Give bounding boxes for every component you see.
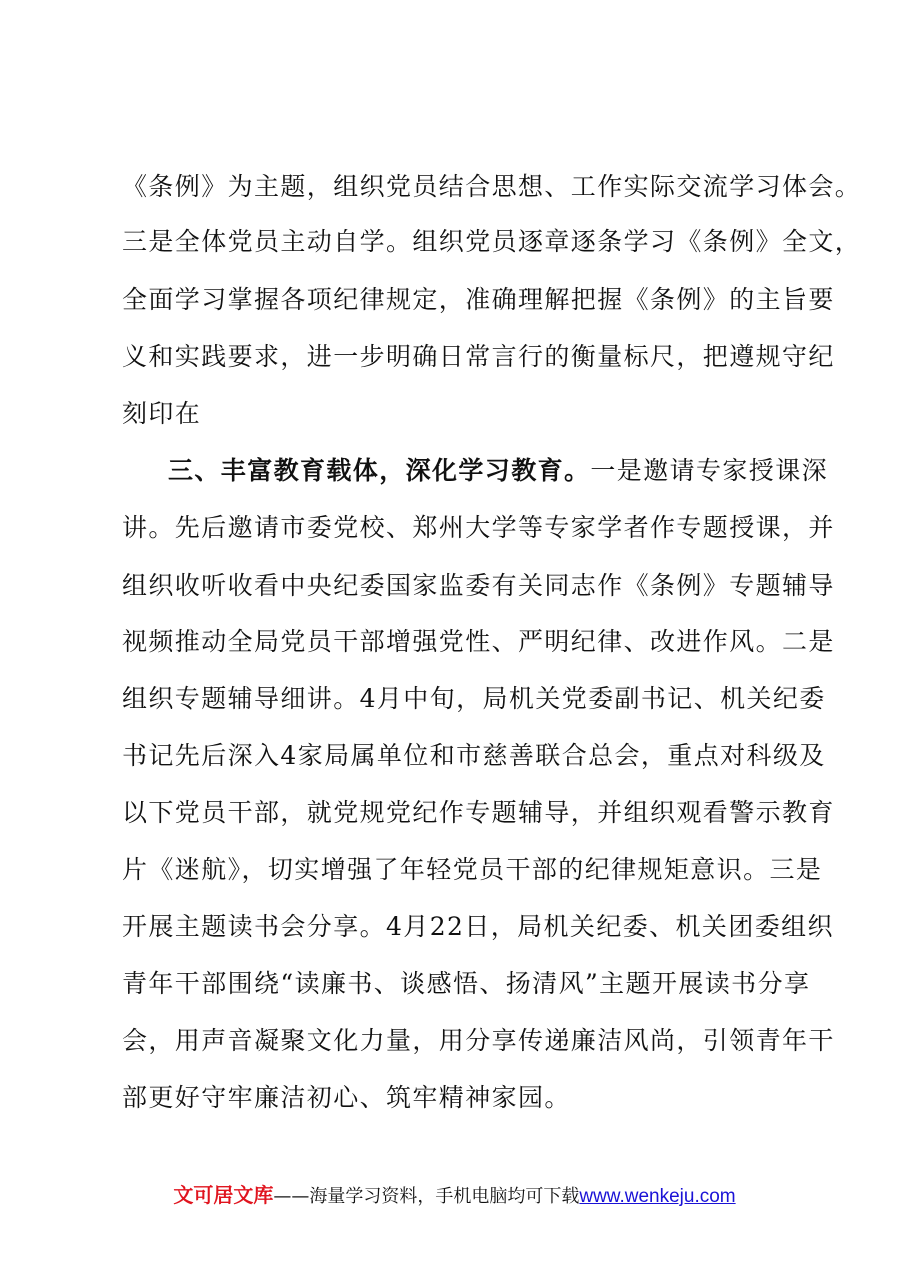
page-footer (0, 1182, 909, 1210)
body-line: 组织专题辅导细讲。4月中旬，局机关党委副书记、机关纪委 (122, 684, 826, 713)
body-line: 以下党员干部，就党规党纪作专题辅导，并组织观看警示教育 (122, 798, 835, 827)
body-line: 《条例》为主题，组织党员结合思想、工作实际交流学习体会。 (122, 172, 862, 201)
body-line: 组织收听收看中央纪委国家监委有关同志作《条例》专题辅导 (122, 571, 835, 600)
body-line: 义和实践要求，进一步明确日常言行的衡量标尺，把遵规守纪 (122, 342, 835, 371)
body-line: 部更好守牢廉洁初心、筑牢精神家园。 (122, 1083, 571, 1112)
footer-website-link[interactable]: www.wenkeju.com (579, 1186, 736, 1207)
body-line: 会，用声音凝聚文化力量，用分享传递廉洁风尚，引领青年干 (122, 1026, 835, 1055)
body-line: 刻印在 (122, 399, 202, 428)
body-line: 青年干部围绕“读廉书、谈感悟、扬清风”主题开展读书分享 (122, 969, 811, 998)
footer-tagline: ——海量学习资料，手机电脑均可下载 (273, 1186, 580, 1207)
body-line: 视频推动全局党员干部增强党性、严明纪律、改进作风。二是 (122, 627, 835, 656)
body-line: 开展主题读书会分享。4月22日，局机关纪委、机关团委组织 (122, 912, 834, 941)
body-line: 片《迷航》，切实增强了年轻党员干部的纪律规矩意识。三是 (122, 855, 823, 884)
body-line: 书记先后深入4家局属单位和市慈善联合总会，重点对科级及 (122, 741, 826, 770)
body-line: 三是全体党员主动自学。组织党员逐章逐条学习《条例》全文， (122, 227, 862, 256)
body-line: 全面学习掌握各项纪律规定，准确理解把握《条例》的主旨要 (122, 285, 835, 314)
footer-brand: 文可居文库 (173, 1183, 274, 1207)
body-line: 讲。先后邀请市委党校、郑州大学等专家学者作专题授课，并 (122, 513, 835, 542)
section-heading: 三、丰富教育载体，深化学习教育。 (168, 456, 591, 485)
section-heading-continuation: 一是邀请专家授课深 (590, 456, 829, 485)
section-heading-line (168, 454, 829, 488)
